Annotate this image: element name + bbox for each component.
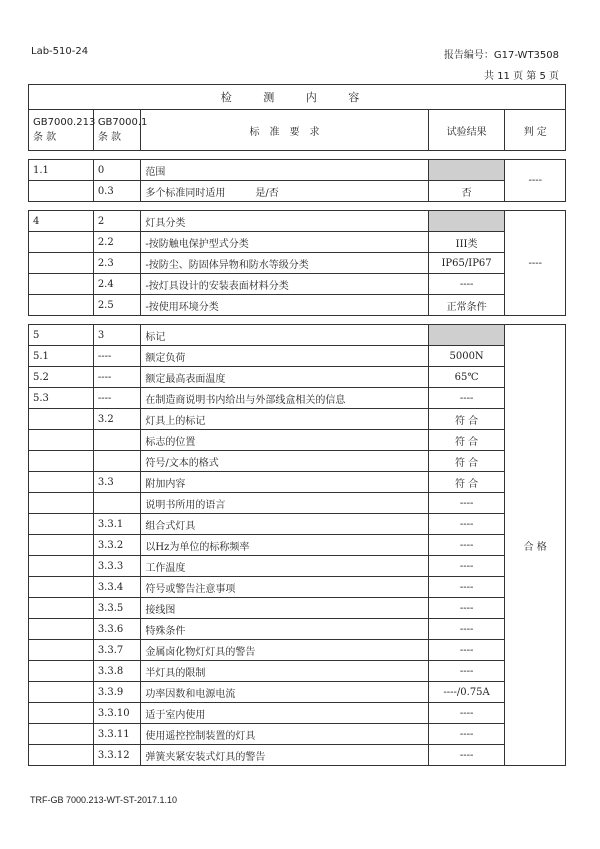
table-row [29, 253, 566, 274]
table-row [29, 640, 566, 661]
clause-gb7000-1: 3.3 [93, 472, 141, 493]
clause-gb7000-213: 5.2 [29, 367, 94, 388]
verdict: ---- [505, 211, 566, 316]
clause-gb7000-1: ---- [93, 367, 141, 388]
test-result: 符 合 [428, 409, 505, 430]
requirement-text: -按灯具设计的安装表面材料分类 [141, 274, 428, 295]
table-row [29, 514, 566, 535]
col-header-verdict: 判 定 [505, 110, 566, 151]
clause-gb7000-213: 5 [29, 325, 94, 346]
requirement-text: 在制造商说明书内给出与外部线盒相关的信息 [141, 388, 428, 409]
requirement-text: -按防触电保护型式分类 [141, 232, 428, 253]
clause-gb7000-213 [29, 472, 94, 493]
test-result: ----/0.75A [428, 682, 505, 703]
test-result: ---- [428, 493, 505, 514]
verdict: 合 格 [505, 325, 566, 766]
test-result [428, 211, 505, 232]
table-title: 检 测 内 容 [29, 85, 566, 110]
col-header-gb7000-1: GB7000.1 条 款 [93, 110, 141, 151]
clause-gb7000-1 [93, 430, 141, 451]
clause-gb7000-1: 0 [93, 160, 141, 181]
clause-gb7000-1: 2.5 [93, 295, 141, 316]
verdict: ---- [505, 160, 566, 202]
clause-gb7000-1: 3.3.9 [93, 682, 141, 703]
requirement-text: 灯具上的标记 [141, 409, 428, 430]
clause-gb7000-213: 5.1 [29, 346, 94, 367]
clause-gb7000-1 [93, 493, 141, 514]
clause-gb7000-1: 3.3.4 [93, 577, 141, 598]
requirement-text: 半灯具的限制 [141, 661, 428, 682]
test-result: ---- [428, 535, 505, 556]
requirement-text: 接线图 [141, 598, 428, 619]
clause-gb7000-213 [29, 535, 94, 556]
clause-gb7000-1: 2.2 [93, 232, 141, 253]
clause-gb7000-1: 3 [93, 325, 141, 346]
requirement-text: 多个标准同时适用 是/否 [141, 181, 428, 202]
test-result: ---- [428, 388, 505, 409]
clause-gb7000-213 [29, 493, 94, 514]
test-result: 符 合 [428, 472, 505, 493]
section-gap [29, 151, 566, 160]
test-content-table [28, 84, 566, 766]
clause-gb7000-213: 5.3 [29, 388, 94, 409]
clause-gb7000-1: 3.3.11 [93, 724, 141, 745]
clause-gb7000-213 [29, 661, 94, 682]
clause-gb7000-1: 3.3.1 [93, 514, 141, 535]
table-row [29, 409, 566, 430]
table-row [29, 388, 566, 409]
requirement-text: 符号/文本的格式 [141, 451, 428, 472]
clause-gb7000-1: 2 [93, 211, 141, 232]
clause-gb7000-1: 3.3.12 [93, 745, 141, 766]
clause-gb7000-213 [29, 295, 94, 316]
clause-gb7000-1: 2.4 [93, 274, 141, 295]
clause-gb7000-213 [29, 430, 94, 451]
requirement-text: 范围 [141, 160, 428, 181]
table-row [29, 472, 566, 493]
table-row [29, 556, 566, 577]
report-number: 报告编号：G17-WT3508 [443, 50, 559, 61]
test-result: 65℃ [428, 367, 505, 388]
clause-gb7000-1: 3.3.3 [93, 556, 141, 577]
requirement-text: 以Hz为单位的标称频率 [141, 535, 428, 556]
test-result [428, 160, 505, 181]
requirement-text: 弹簧夹紧安装式灯具的警告 [141, 745, 428, 766]
table-row [29, 535, 566, 556]
test-result: ---- [428, 619, 505, 640]
table-row [29, 724, 566, 745]
clause-gb7000-1: 3.3.7 [93, 640, 141, 661]
table-row [29, 451, 566, 472]
test-result: ---- [428, 577, 505, 598]
clause-gb7000-213 [29, 724, 94, 745]
test-result: ---- [428, 703, 505, 724]
test-result: ---- [428, 598, 505, 619]
requirement-text: 标记 [141, 325, 428, 346]
clause-gb7000-1: 3.2 [93, 409, 141, 430]
test-result: 符 合 [428, 430, 505, 451]
table-row [29, 619, 566, 640]
test-result: III类 [428, 232, 505, 253]
table-row [29, 346, 566, 367]
clause-gb7000-1: ---- [93, 388, 141, 409]
requirement-text: 符号或警告注意事项 [141, 577, 428, 598]
clause-gb7000-213 [29, 682, 94, 703]
clause-gb7000-213 [29, 451, 94, 472]
clause-gb7000-1: 3.3.8 [93, 661, 141, 682]
requirement-text: 金属卤化物灯灯具的警告 [141, 640, 428, 661]
table-row [29, 181, 566, 202]
requirement-text: -按使用环境分类 [141, 295, 428, 316]
test-result [428, 325, 505, 346]
requirement-text: 工作温度 [141, 556, 428, 577]
table-row [29, 295, 566, 316]
requirement-text: 灯具分类 [141, 211, 428, 232]
clause-gb7000-1 [93, 451, 141, 472]
test-result: 符 合 [428, 451, 505, 472]
requirement-text: 组合式灯具 [141, 514, 428, 535]
clause-gb7000-1: 3.3.2 [93, 535, 141, 556]
table-row [29, 703, 566, 724]
table-row [29, 160, 566, 181]
clause-gb7000-213 [29, 253, 94, 274]
col-header-result: 试验结果 [428, 110, 505, 151]
table-row [29, 211, 566, 232]
table-row [29, 745, 566, 766]
clause-gb7000-213 [29, 232, 94, 253]
clause-gb7000-213 [29, 640, 94, 661]
requirement-text: 特殊条件 [141, 619, 428, 640]
table-row [29, 367, 566, 388]
requirement-text: 适于室内使用 [141, 703, 428, 724]
table-row [29, 232, 566, 253]
clause-gb7000-213 [29, 274, 94, 295]
test-result: ---- [428, 514, 505, 535]
test-result: 5000N [428, 346, 505, 367]
requirement-text: 额定最高表面温度 [141, 367, 428, 388]
requirement-text: 说明书所用的语言 [141, 493, 428, 514]
test-result: ---- [428, 556, 505, 577]
test-result: 正常条件 [428, 295, 505, 316]
test-result: ---- [428, 724, 505, 745]
section-gap [29, 202, 566, 211]
table-row [29, 274, 566, 295]
test-result: ---- [428, 745, 505, 766]
requirement-text: -按防尘、防固体异物和防水等级分类 [141, 253, 428, 274]
table-row [29, 577, 566, 598]
clause-gb7000-213 [29, 703, 94, 724]
table-row [29, 430, 566, 451]
test-result: ---- [428, 640, 505, 661]
col-header-gb7000-213: GB7000.213 条 款 [29, 110, 94, 151]
clause-gb7000-213 [29, 514, 94, 535]
clause-gb7000-1: 2.3 [93, 253, 141, 274]
clause-gb7000-213: 4 [29, 211, 94, 232]
test-result: 否 [428, 181, 505, 202]
clause-gb7000-213: 1.1 [29, 160, 94, 181]
clause-gb7000-213 [29, 577, 94, 598]
col-header-requirement: 标 准 要 求 [141, 110, 428, 151]
clause-gb7000-213 [29, 181, 94, 202]
test-result: ---- [428, 274, 505, 295]
clause-gb7000-213 [29, 745, 94, 766]
footer-code: TRF-GB 7000.213-WT-ST-2017.1.10 [30, 795, 178, 805]
clause-gb7000-213 [29, 556, 94, 577]
clause-gb7000-1: 3.3.10 [93, 703, 141, 724]
table-row [29, 493, 566, 514]
table-row [29, 598, 566, 619]
clause-gb7000-1: 3.3.5 [93, 598, 141, 619]
clause-gb7000-213 [29, 598, 94, 619]
test-result: IP65/IP67 [428, 253, 505, 274]
clause-gb7000-1: 3.3.6 [93, 619, 141, 640]
requirement-text: 使用遥控控制装置的灯具 [141, 724, 428, 745]
table-row [29, 325, 566, 346]
section-gap [29, 316, 566, 325]
clause-gb7000-1: ---- [93, 346, 141, 367]
lab-code: Lab-510-24 [31, 46, 89, 57]
page-indicator: 共 11 页 第 5 页 [484, 71, 559, 82]
requirement-text: 额定负荷 [141, 346, 428, 367]
clause-gb7000-213 [29, 409, 94, 430]
requirement-text: 附加内容 [141, 472, 428, 493]
table-row [29, 661, 566, 682]
requirement-text: 标志的位置 [141, 430, 428, 451]
clause-gb7000-213 [29, 619, 94, 640]
requirement-text: 功率因数和电源电流 [141, 682, 428, 703]
table-row [29, 682, 566, 703]
test-result: ---- [428, 661, 505, 682]
clause-gb7000-1: 0.3 [93, 181, 141, 202]
